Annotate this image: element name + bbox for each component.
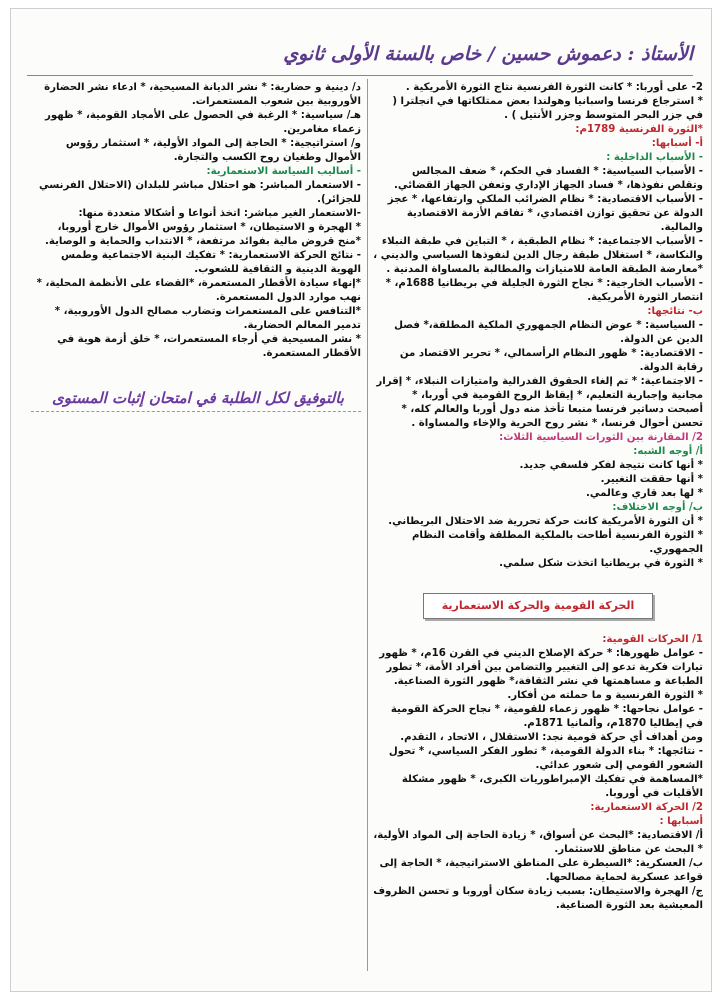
right-column-2-line: أسبابها :	[659, 816, 703, 827]
right-column-2-line: ومن أهداف أي حركة قومية نجد: الاستقلال ، الاتحاد ، التقدم.	[400, 732, 703, 743]
left-column-line: * الهجرة و الاستيطان، * استثمار رؤوس الأموال خارج أوروبا، *منح قروض مالية بفوائد مرتفعة، * الانتداب والحماية و الوصاية.	[45, 222, 361, 247]
right-column	[373, 81, 703, 913]
right-column-line: ب- نتائجها:	[647, 306, 703, 317]
topic-box: الحركة القومية والحركة الاستعمارية	[423, 593, 654, 619]
right-column-2-line: أ/ الاقتصادية: *البحث عن أسواق، * زيادة الحاجة إلى المواد الأولية، * البحث عن مناطق للاستثمار.	[373, 830, 703, 855]
right-column-2-line: *المساهمة في تفكيك الإمبراطوريات الكبرى، * ظهور مشكلة الأقليات في أوروبا.	[401, 774, 703, 799]
left-column-line: هـ/ سياسية: * الرغبة في الحصول على الأمجاد القومية، * ظهور زعماء مغامرين.	[44, 110, 361, 135]
right-column-line: 2- على أوربا: * كانت الثورة الفرنسية نتاج الثورة الأمريكية .	[405, 82, 703, 93]
right-column-line: - الأسباب الاجتماعية: * نظام الطبقية ، * التباين في طبقة النبلاء والنكاسة، * استغلال طبقة رجال الدين لنفوذها السياسي والديني ، *معارضة الطبقة العامة للامتيازات والمطالبة بالمساواة المدنية .	[373, 236, 703, 275]
right-column-line: * الثورة الفرنسية أطاحت بالملكية المطلقة وأقامت النظام الجمهوري.	[411, 530, 703, 555]
right-column-line: 2/ المقارنة بين الثورات السياسية الثلاث:	[499, 432, 703, 443]
left-column-line: *التنافس على المستعمرات وتضارب مصالح الدول الأوروبية، * تدمير المعالم الحضارية.	[54, 306, 361, 331]
left-column-line: - أساليب السياسة الاستعمارية:	[206, 166, 361, 177]
right-column-part1	[373, 81, 703, 571]
right-column-line: - السياسية: * عوض النظام الجمهوري الملكية المطلقة،* فصل الدين عن الدولة.	[394, 320, 703, 345]
page-header: الأستاذ : دعموش حسين / خاص بالسنة الأولى ثانوي	[283, 43, 693, 65]
topic-box-wrap	[373, 593, 703, 619]
right-column-2-line: - عوامل نجاحها: * ظهور زعماء للقومية، * نجاح الحركة القومية في إيطاليا 1870م، وألمانيا 1871م.	[390, 704, 703, 729]
right-column-line: * لها بعد قاري وعالمي.	[586, 488, 703, 499]
right-column-line: - الأسباب الداخلية :	[606, 152, 703, 163]
right-column-line: * أنها كانت نتيجة لفكر فلسفي جديد.	[519, 460, 703, 471]
left-column-line: د/ دينية و حضارية: * نشر الديانة المسيحية، * ادعاء نشر الحضارة الأوروبية بين شعوب المستعمرات.	[44, 82, 361, 107]
left-column-line: - نتائج الحركة الاستعمارية: * تفكيك البنية الاجتماعية وطمس الهوية الدينية و الثقافية للشعوب.	[61, 250, 361, 275]
header-divider	[27, 75, 693, 76]
right-column-line: * استرجاع فرنسا واسبانيا وهولندا بعض ممتلكاتها في انجلترا ( في جزر البحر المتوسط وجزر الأنتيل ) .	[392, 96, 703, 121]
right-column-2-line: - عوامل ظهورها: * حركة الإصلاح الديني في القرن 16م، * ظهور تيارات فكرية تدعو إلى التغيير والتضامن بين أفراد الأمة، * تطور الطباعة و مساهمتها في نشر الثقافة،* ظهور الثورة الصناعية.	[379, 648, 703, 687]
right-column-2-line: ج/ الهجرة والاستيطان: بسبب زيادة سكان أوروبا و تحسن الظروف المعيشية بعد الثورة الصناعية.	[373, 886, 703, 911]
right-column-line: *الثورة الفرنسية 1789م:	[575, 124, 703, 135]
document-page	[10, 8, 712, 992]
left-column	[35, 81, 361, 412]
right-column-line: أ/ أوجه الشبه:	[633, 446, 703, 457]
left-column-line: -الاستعمار الغير مباشر: اتخذ أنواعا و أشكالا متعددة منها:	[78, 208, 361, 219]
left-column-line: * نشر المسيحية في أرجاء المستعمرات، * خلق أزمة هوية في الأقطار المستعمرة.	[57, 334, 361, 359]
right-column-line: * الثورة في بريطانيا اتخذت شكل سلمي.	[499, 558, 703, 569]
right-column-line: ب/ أوجه الاختلاف:	[612, 502, 703, 513]
right-column-2-line: 2/ الحركة الاستعمارية:	[590, 802, 703, 813]
right-column-line: * أنها حققت التغيير.	[600, 474, 703, 485]
right-column-line: - الأسباب السياسية: * الفساد في الحكم، * ضعف المجالس وتقلص نفوذها، * فساد الجهاز الإداري وتعفن الجهاز القضائي.	[394, 166, 703, 191]
good-luck-message: بالتوفيق لكل الطلبة في امتحان إثبات المستوى	[52, 389, 344, 407]
right-column-2-line: - نتائجها: * بناء الدولة القومية، * تطور الفكر السياسي، * تحول الشعور القومي إلى شعور عدائي.	[388, 746, 703, 771]
right-column-line: - الاقتصادية: * ظهور النظام الرأسمالي، * تحرير الاقتصاد من رقابة الدولة.	[399, 348, 703, 373]
right-column-line: * أن الثورة الأمريكية كانت حركة تحررية ضد الاحتلال البريطاني.	[388, 516, 703, 527]
right-column-part2	[373, 633, 703, 913]
column-divider	[367, 79, 368, 971]
right-column-2-line: ب/ العسكرية: *السيطرة على المناطق الاستراتيجية، * الحاجة إلى قواعد عسكرية لحماية مصالحها.	[379, 858, 703, 883]
left-column-line: - الاستعمار المباشر: هو احتلال مباشر للبلدان (الاحتلال الفرنسي للجزائر).	[38, 180, 361, 205]
left-column-content	[35, 81, 361, 361]
right-column-line: - الأسباب الخارجية: * نجاح الثورة الجليلة في بريطانيا 1688م، * انتصار الثورة الأمريكية.	[385, 278, 703, 303]
right-column-2-line: 1/ الحركات القومية:	[602, 634, 703, 645]
right-column-line: أ- أسبابها:	[651, 138, 703, 149]
right-column-2-line: * الثورة الفرنسية و ما حملته من أفكار.	[507, 690, 703, 701]
left-column-line: و/ استراتيجية: * الحاجة إلى المواد الأولية، * استثمار رؤوس الأموال وطغيان روح الكسب والتجارة.	[65, 138, 361, 163]
dotted-divider	[31, 411, 361, 412]
left-column-line: *إنهاء سيادة الأقطار المستعمرة، *القضاء على الأنظمة المحلية، * نهب موارد الدول المستعمرة.	[36, 278, 361, 303]
right-column-line: - الأسباب الاقتصادية: * نظام الضرائب الملكي وارتفاعها، * عجز الدولة عن تحقيق توازن اقتصادي، * تفاقم الأزمة الاقتصادية والمالية.	[387, 194, 703, 233]
right-column-line: - الاجتماعية: * تم إلغاء الحقوق الفدرالية وامتيازات النبلاء، * إقرار مجانية وإجبارية التعليم، * إيقاظ الروح القومية في أوربا، * أصبحت دساتير فرنسا منبعا تأخذ منه دول أوربا والعالم كله، * تحسن أحوال فرنسا، * نشر روح الحرية والإخاء والمساواة .	[376, 376, 703, 429]
